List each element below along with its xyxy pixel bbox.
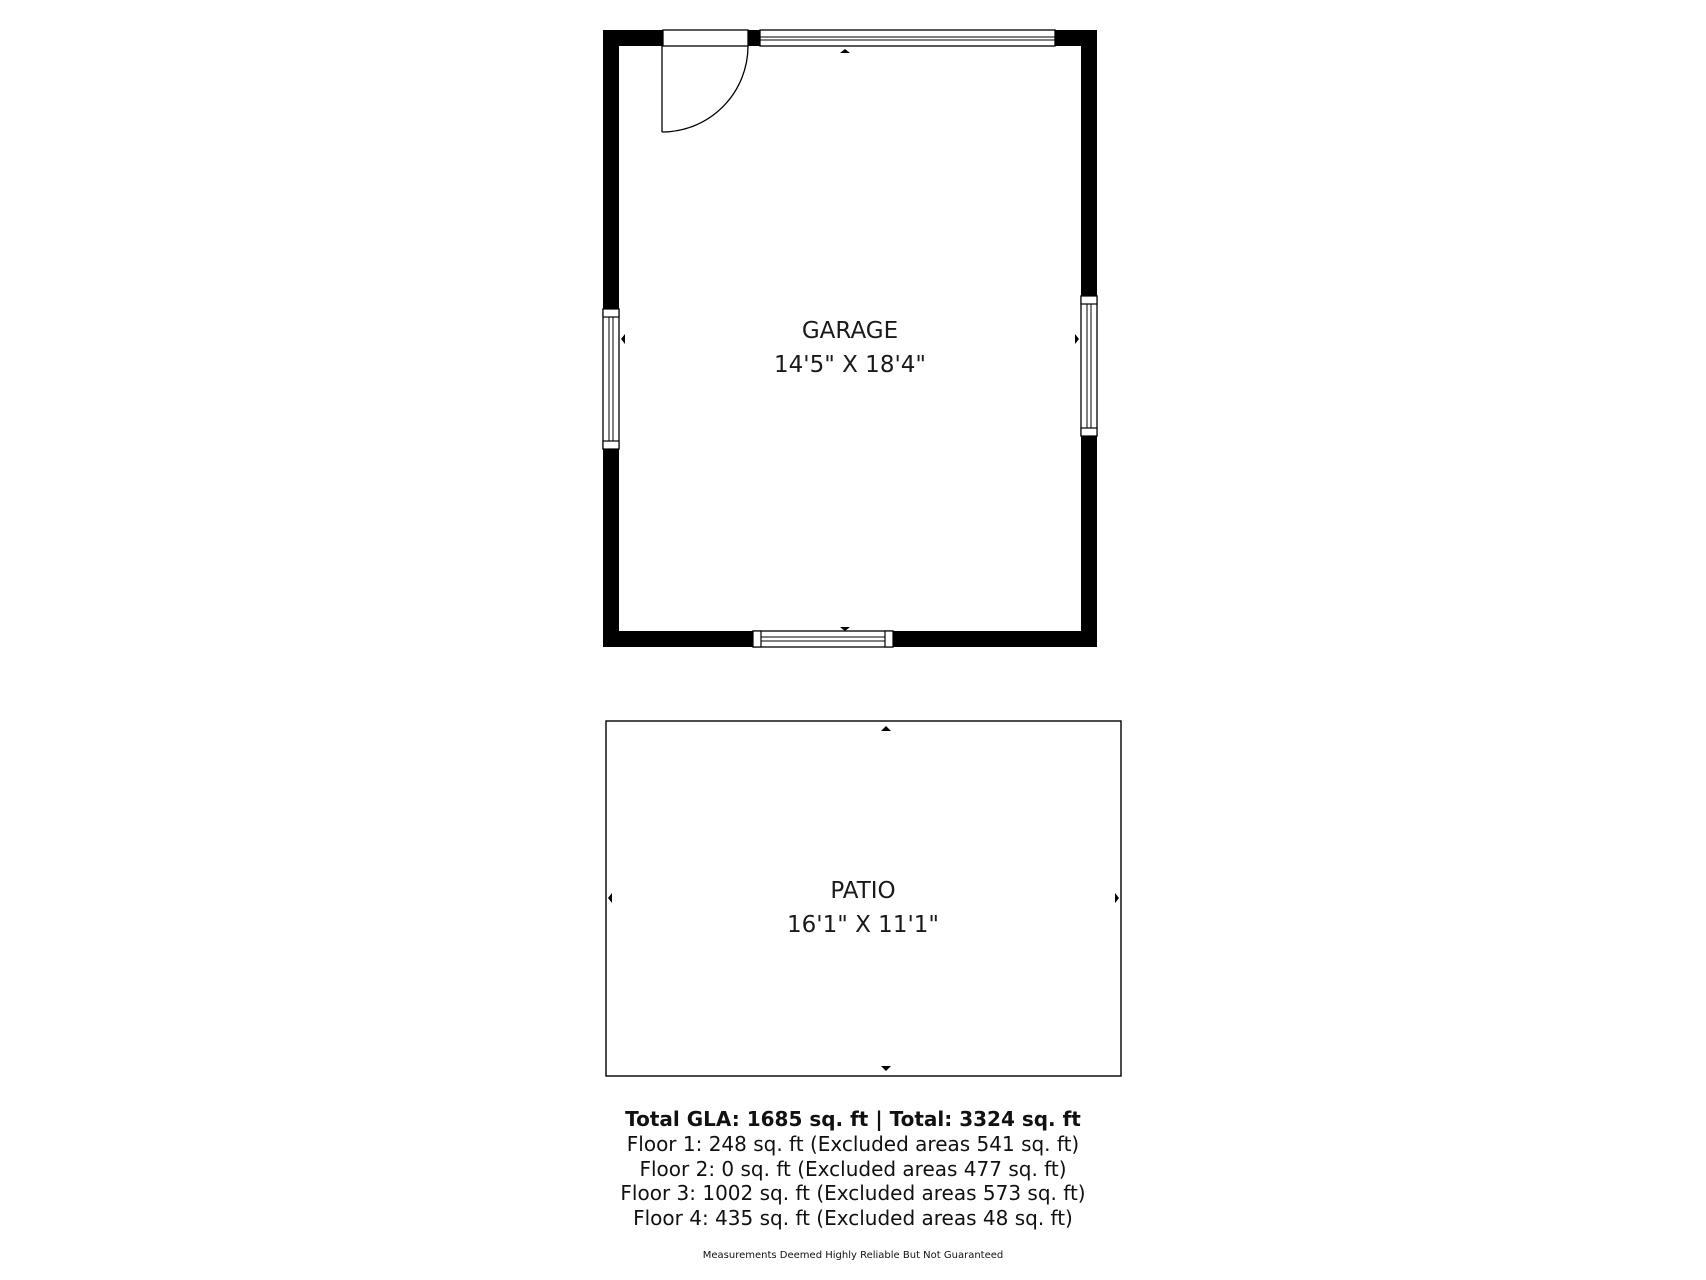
floor-area-line: Floor 2: 0 sq. ft (Excluded areas 477 sq. ft) — [639, 1156, 1067, 1181]
garage-window-top — [760, 30, 1055, 46]
patio-dimensions: 16'1" X 11'1" — [787, 912, 939, 938]
disclaimer: Measurements Deemed Highly Reliable But Not Guaranteed — [702, 1250, 1004, 1261]
total-area: Total GLA: 1685 sq. ft | Total: 3324 sq. ft — [625, 1107, 1081, 1131]
floor-area-line: Floor 1: 248 sq. ft (Excluded areas 541 sq. ft) — [626, 1132, 1080, 1156]
patio-room — [606, 721, 1121, 1076]
garage-wall-bottom-left — [603, 631, 753, 647]
garage-window-bottom — [753, 631, 893, 647]
garage-wall-left-lower — [603, 449, 619, 647]
floor-area-list — [0, 1132, 1706, 1230]
garage-window-left — [603, 309, 619, 449]
garage-door — [662, 30, 748, 132]
garage-window-right — [1081, 296, 1097, 436]
garage-wall-right-lower — [1081, 436, 1097, 647]
garage-name: GARAGE — [801, 318, 899, 344]
garage-wall-bottom-right — [893, 631, 1097, 647]
garage-arrow-left — [621, 334, 625, 344]
garage-arrow-top — [840, 49, 850, 53]
garage-arrow-right — [1075, 334, 1079, 344]
garage-room — [603, 30, 1097, 647]
garage-dimensions: 14'5" X 18'4" — [774, 352, 926, 378]
floor-area-line: Floor 3: 1002 sq. ft (Excluded areas 573 sq. ft) — [620, 1181, 1086, 1205]
floor-area-line: Floor 4: 435 sq. ft (Excluded areas 48 sq. ft) — [633, 1205, 1073, 1230]
garage-wall-top-mid — [748, 30, 760, 46]
patio-name: PATIO — [830, 878, 896, 904]
garage-wall-left-upper — [603, 30, 619, 309]
garage-wall-right-upper — [1081, 30, 1097, 296]
